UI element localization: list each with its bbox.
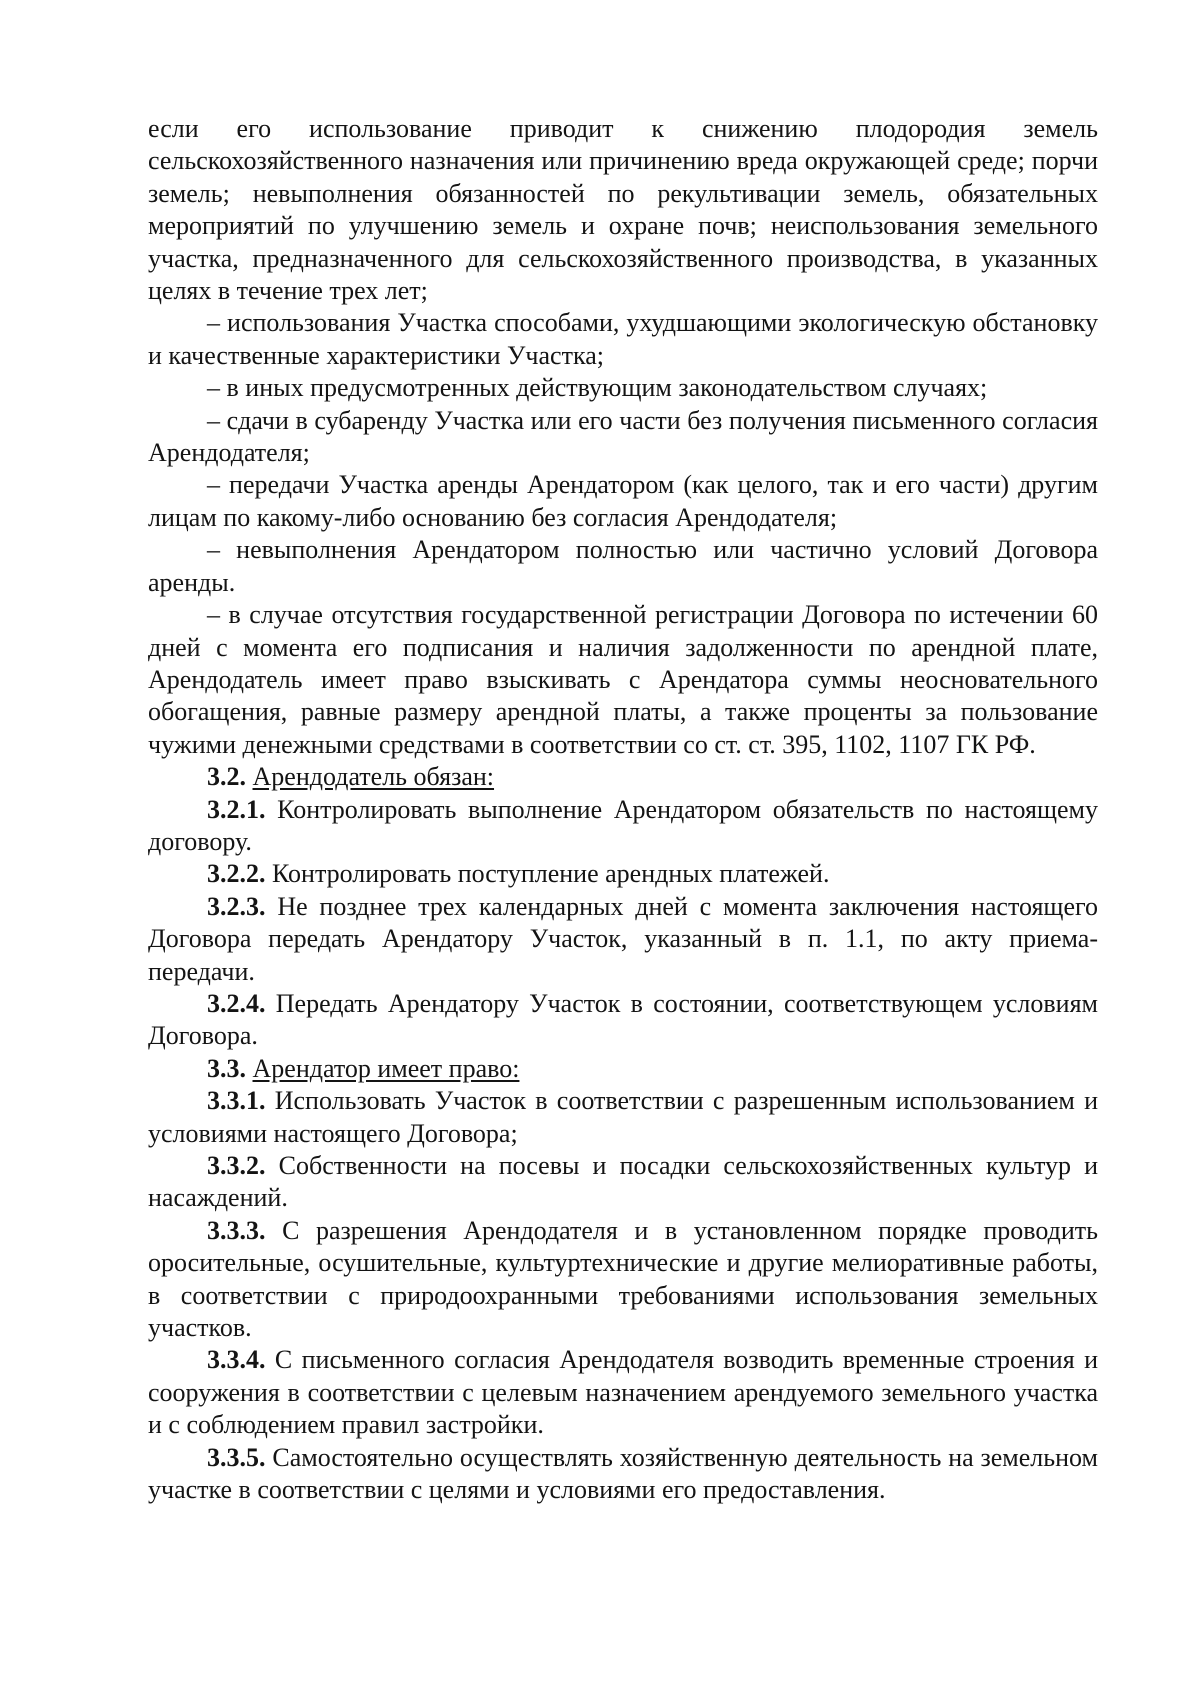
paragraph-text: Контролировать поступление арендных платежей. xyxy=(272,859,830,889)
paragraph-p06 xyxy=(148,534,1098,599)
clause-number: 3.3.4. xyxy=(207,1345,266,1375)
paragraph-p04 xyxy=(148,405,1098,470)
clause-number: 3.2.1. xyxy=(207,794,266,824)
clause-number: 3.2.3. xyxy=(207,891,266,921)
paragraph-p07 xyxy=(148,599,1098,761)
paragraph-p15 xyxy=(148,1150,1098,1215)
paragraph-p02 xyxy=(148,307,1098,372)
paragraph-p10 xyxy=(148,858,1098,890)
clause-number: 3.3. xyxy=(207,1053,246,1083)
clause-number: 3.3.3. xyxy=(207,1215,266,1245)
paragraph-p14 xyxy=(148,1085,1098,1150)
paragraph-text: Передать Арендатору Участок в состоянии, соответствующем условиям Договора. xyxy=(148,988,1098,1051)
clause-number: 3.2. xyxy=(207,762,246,792)
clause-number: 3.2.4. xyxy=(207,988,266,1018)
clause-number: 3.3.1. xyxy=(207,1086,266,1116)
paragraph-text: Самостоятельно осуществлять хозяйственную деятельность на земельном участке в соответствии с целями и условиями его предоставления. xyxy=(148,1442,1099,1505)
paragraph-p08 xyxy=(148,761,1098,793)
paragraph-p11 xyxy=(148,891,1098,988)
paragraph-text: Использовать Участок в соответствии с разрешенным использованием и условиями настоящего Договора; xyxy=(148,1086,1098,1148)
paragraph-text: – в случае отсутствия государственной регистрации Договора по истечении 60 дней с момента его подписания и наличия задолженности по арендной плате, Арендодатель имеет право взыскивать с Арендатора суммы неосновательного обогащения, равные размеру арендной платы, а также проценты за пользование чужими денежными средствами в соответствии со ст. ст. 395, 1102, 1107 ГК РФ. xyxy=(148,600,1098,759)
paragraph-text: Не позднее трех календарных дней с момента заключения настоящего Договора передать Арендатору Участок, указанный в п. 1.1, по акту приема-передачи. xyxy=(148,891,1099,986)
paragraph-text: С разрешения Арендодателя и в установленном порядке проводить оросительные, осушительные, культуртехнические и другие мелиоративные работы, в соответствии с природоохранными требованиями использования земельных участков. xyxy=(148,1215,1098,1343)
paragraph-p03 xyxy=(148,372,1098,404)
paragraph-p13 xyxy=(148,1053,1098,1085)
section-heading: Арендодатель обязан: xyxy=(252,762,495,792)
paragraph-text: Контролировать выполнение Арендатором обязательств по настоящему договору. xyxy=(148,794,1099,856)
paragraph-text: – невыполнения Арендатором полностью или частично условий Договора аренды. xyxy=(148,535,1098,597)
paragraph-p17 xyxy=(148,1344,1098,1441)
clause-number: 3.2.2. xyxy=(207,859,266,889)
paragraph-p09 xyxy=(148,794,1098,859)
clause-number: 3.3.5. xyxy=(207,1442,266,1472)
clause-number: 3.3.2. xyxy=(207,1151,266,1180)
paragraph-text: – передачи Участка аренды Арендатором (как целого, так и его части) другим лицам по какому-либо основанию без согласия Арендодателя; xyxy=(148,470,1098,532)
paragraph-text: – использования Участка способами, ухудшающими экологическую обстановку и качественные характеристики Участка; xyxy=(148,308,1098,370)
paragraph-text: если его использование приводит к снижению плодородия земель сельскохозяйственного назначения или причинению вреда окружающей среде; порчи земель; невыполнения обязанностей по рекультивации земель, обязательных мероприятий по улучшению земель и охране почв; неиспользования земельного участка, предназначенного для сельскохозяйственного производства, в указанных целях в течение трех лет; xyxy=(148,114,1098,306)
paragraph-text: – в иных предусмотренных действующим законодательством случаях; xyxy=(207,373,988,403)
document-body xyxy=(148,113,1098,1506)
paragraph-p01 xyxy=(148,113,1098,307)
paragraph-p16 xyxy=(148,1215,1098,1345)
section-heading: Арендатор имеет право: xyxy=(252,1053,520,1083)
paragraph-p05 xyxy=(148,469,1098,534)
paragraph-text: – сдачи в субаренду Участка или его части без получения письменного согласия Арендодателя; xyxy=(148,405,1098,468)
paragraph-text: С письменного согласия Арендодателя возводить временные строения и сооружения в соответствии с целевым назначением арендуемого земельного участка и с соблюдением правил застройки. xyxy=(148,1345,1098,1440)
paragraph-p12 xyxy=(148,988,1098,1053)
paragraph-p18 xyxy=(148,1442,1098,1507)
paragraph-text: Собственности на посевы и посадки сельскохозяйственных культур и насаждений. xyxy=(148,1151,1098,1213)
